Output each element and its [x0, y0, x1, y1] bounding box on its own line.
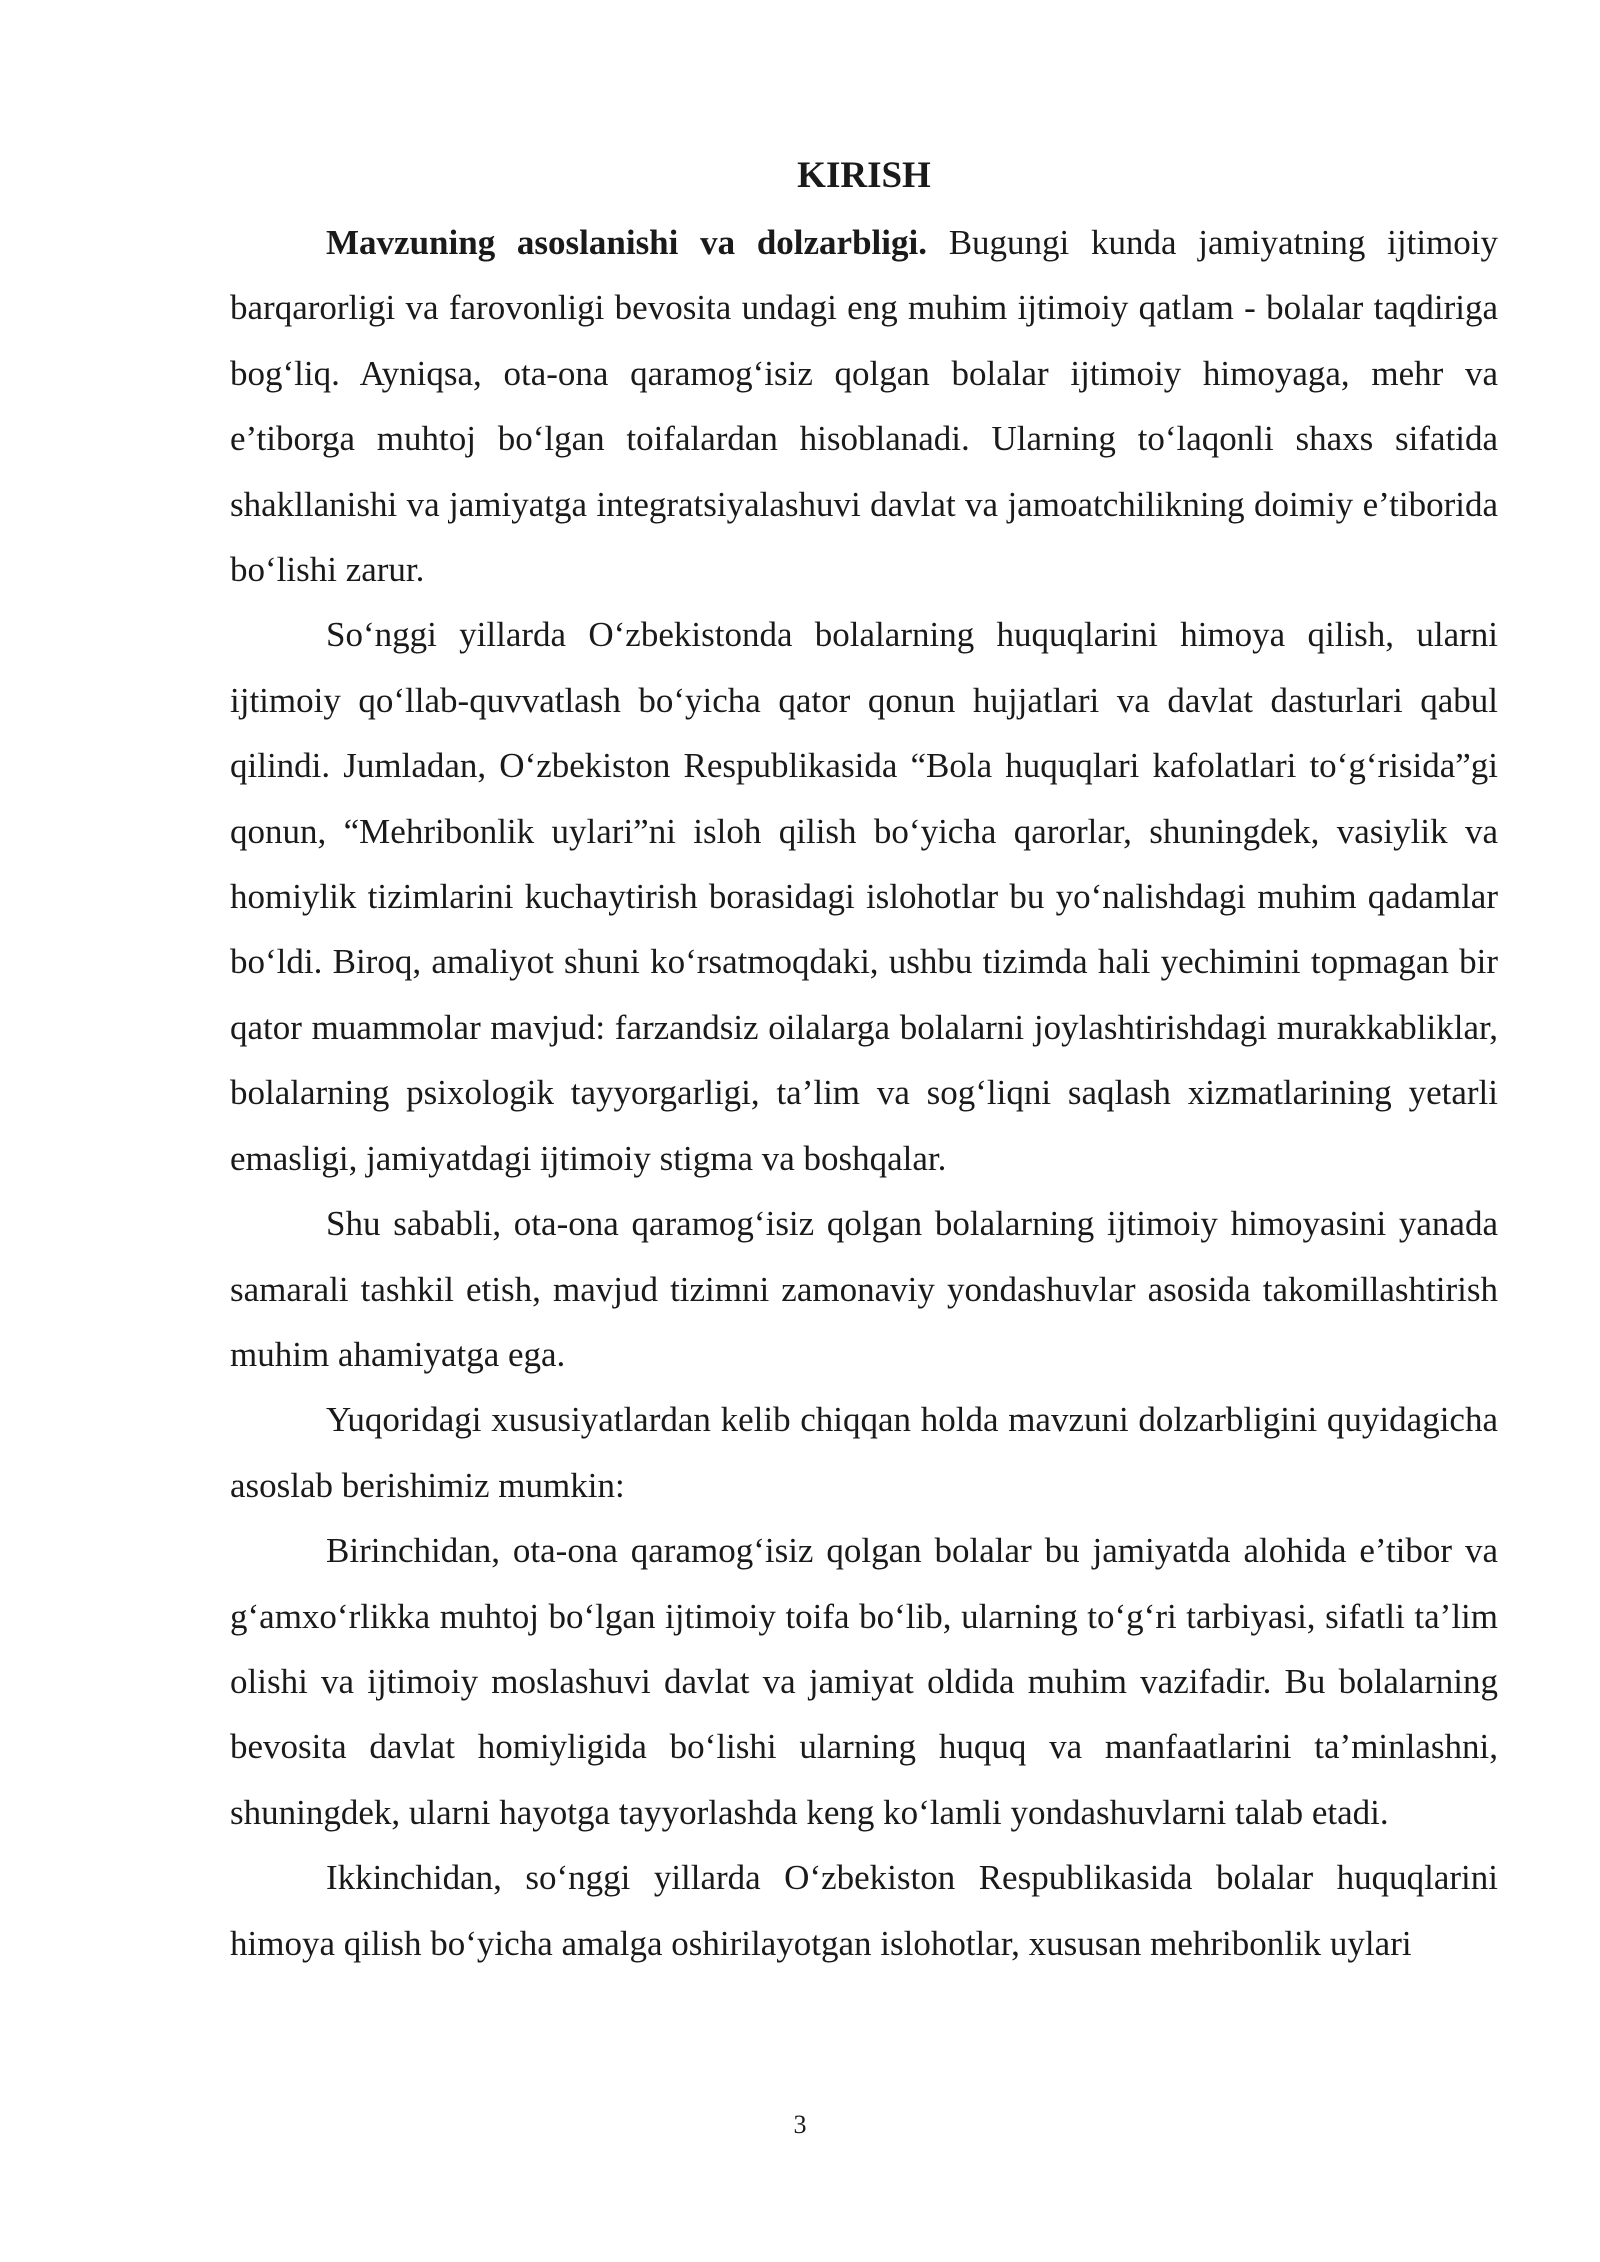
paragraph-3 [230, 1191, 1498, 1387]
paragraph-6 [230, 1845, 1498, 1976]
page-content [230, 146, 1498, 1976]
paragraph-text: Shu sababli, ota-ona qaramog‘isiz qolgan bolalarning ijtimoiy himoyasini yanada samarali tashkil etish, mavjud tizimni zamonaviy yondashuvlar asosida takomillashtirish muhim ahamiyatga ega. [230, 1204, 1498, 1374]
page-number: 3 [793, 2110, 807, 2139]
paragraph-text: Bugungi kunda jamiyatning ijtimoiy barqarorligi va farovonligi bevosita undagi eng muhim ijtimoiy qatlam - bolalar taqdiriga bog‘liq. Ayniqsa, ota-ona qaramog‘isiz qolgan bolalar ijtimoiy himoyaga, mehr va e’tiborga muhtoj bo‘lgan toifalardan hisoblanadi. Ularning to‘laqonli shaxs sifatida shakllanishi va jamiyatga integratsiyalashuvi davlat va jamoatchilikning doimiy e’tiborida bo‘lishi zarur. [230, 223, 1498, 590]
paragraph-text: So‘nggi yillarda O‘zbekistonda bolalarning huquqlarini himoya qilish, ularni ijtimoiy qo‘llab-quvvatlash bo‘yicha qator qonun hujjatlari va davlat dasturlari qabul qilindi. Jumladan, O‘zbekiston Respublikasida “Bola huquqlari kafolatlari to‘g‘risida”gi qonun, “Mehribonlik uylari”ni isloh qilish bo‘yicha qarorlar, shuningdek, vasiylik va homiylik tizimlarini kuchaytirish borasidagi islohotlar bu yo‘nalishdagi muhim qadamlar bo‘ldi. Biroq, amaliyot shuni ko‘rsatmoqdaki, ushbu tizimda hali yechimini topmagan bir qator muammolar mavjud: farzandsiz oilalarga bolalarni joylashtirishdagi murakkabliklar, bolalarning psixologik tayyorgarligi, ta’lim va sog‘liqni saqlash xizmatlarining yetarli emasligi, jamiyatdagi ijtimoiy stigma va boshqalar. [230, 615, 1498, 1178]
paragraph-5 [230, 1518, 1498, 1845]
paragraph-text: Yuqoridagi xususiyatlardan kelib chiqqan holda mavzuni dolzarbligini quyidagicha asoslab berishimiz mumkin: [230, 1400, 1498, 1505]
paragraph-text: Birinchidan, ota-ona qaramog‘isiz qolgan bolalar bu jamiyatda alohida e’tibor va g‘amxo‘rlikka muhtoj bo‘lgan ijtimoiy toifa bo‘lib, ularning to‘g‘ri tarbiyasi, sifatli ta’lim olishi va ijtimoiy moslashuvi davlat va jamiyat oldida muhim vazifadir. Bu bolalarning bevosita davlat homiyligida bo‘lishi ularning huquq va manfaatlarini ta’minlashni, shuningdek, ularni hayotga tayyorlashda keng ko‘lamli yondashuvlarni talab etadi. [230, 1531, 1498, 1832]
paragraph-text: Ikkinchidan, so‘nggi yillarda O‘zbekiston Respublikasida bolalar huquqlarini himoya qilish bo‘yicha amalga oshirilayotgan islohotlar, xususan mehribonlik uylari [230, 1858, 1498, 1963]
paragraph-1 [230, 210, 1498, 602]
paragraph-4 [230, 1387, 1498, 1518]
paragraph-lead: Mavzuning asoslanishi va dolzarbligi. [326, 223, 927, 262]
paragraph-2 [230, 602, 1498, 1191]
section-heading: KIRISH [797, 155, 931, 196]
